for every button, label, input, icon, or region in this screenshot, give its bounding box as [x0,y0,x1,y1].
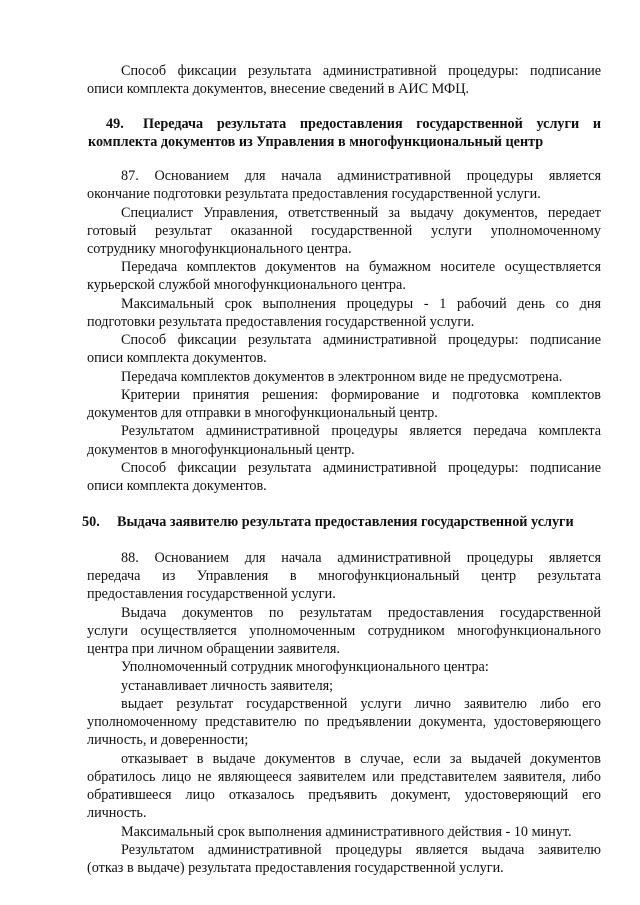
text-line: описи комплекта документов. [87,350,267,366]
text-line: готовый результат оказанной государственной услуги уполномоченному [87,223,601,239]
text-line: 87. Основанием для начала административной процедуры является [121,168,601,184]
text-line: отказывает в выдаче документов в случае, если за выдачей документов [121,751,601,767]
text-line: Результатом административной процедуры является выдача заявителю [121,842,601,858]
text-line: Критерии принятия решения: формирование и подготовка комплектов [121,387,601,403]
text-line: подготовки результата предоставления государственной услуги. [87,314,475,330]
section-number: 49. [106,116,124,132]
text-line: уполномоченному представителю по предъявлении документа, удостоверяющего [87,714,601,730]
text-line: Передача комплектов документов в электронном виде не предусмотрена. [121,369,563,385]
section-title-line: Выдача заявителю результата предоставления государственной услуги [117,514,574,530]
text-line: описи комплекта документов. [87,478,267,494]
text-line: документов в многофункциональный центр. [87,442,355,458]
section-number: 50. [82,514,100,530]
text-line: Максимальный срок выполнения административного действия - 10 минут. [121,824,572,840]
section-title-line: Передача результата предоставления государственной услуги и [143,116,601,132]
text-line: предоставления государственной услуги. [87,586,336,602]
section-title-line: комплекта документов из Управления в многофункциональный центр [88,134,544,150]
text-line: Способ фиксации результата административной процедуры: подписание [121,63,601,79]
text-line: центра при личном обращении заявителя. [87,641,340,657]
text-line: передача из Управления в многофункциональный центр результата [87,568,601,584]
text-line: выдает результат государственной услуги лично заявителю либо его [121,696,601,712]
text-line: Способ фиксации результата административной процедуры: подписание [121,460,601,476]
text-line: описи комплекта документов, внесение сведений в АИС МФЦ. [87,81,470,97]
text-line: курьерской службой многофункционального центра. [87,277,406,293]
text-line: Способ фиксации результата административной процедуры: подписание [121,332,601,348]
text-line: Максимальный срок выполнения процедуры - 1 рабочий день со дня [121,296,601,312]
text-line: Выдача документов по результатам предоставления государственной [121,605,601,621]
text-line: (отказ в выдаче) результата предоставления государственной услуги. [87,860,504,876]
text-line: обратилось лицо не являющееся заявителем или представителем заявителя, либо [87,769,601,785]
text-line: 88. Основанием для начала административной процедуры является [121,550,601,566]
text-line: документов для отправки в многофункциональный центр. [87,405,438,421]
text-line: Уполномоченный сотрудник многофункционального центра: [121,659,489,675]
text-line: Передача комплектов документов на бумажном носителе осуществляется [121,259,601,275]
text-line: услуги осуществляется уполномоченным сотрудником многофункционального [87,623,601,639]
text-line: личность. [87,805,147,821]
text-line: обратившееся лицо отказалось предъявить документ, удостоверяющий его [87,787,601,803]
text-line: Результатом административной процедуры является передача комплекта [121,423,601,439]
text-line: Специалист Управления, ответственный за выдачу документов, передает [121,205,601,221]
text-line: сотруднику многофункционального центра. [87,241,352,257]
text-line: личность, и доверенности; [87,732,249,748]
text-line: окончание подготовки результата предоставления государственной услуги. [87,186,541,202]
text-line: устанавливает личность заявителя; [121,678,334,694]
